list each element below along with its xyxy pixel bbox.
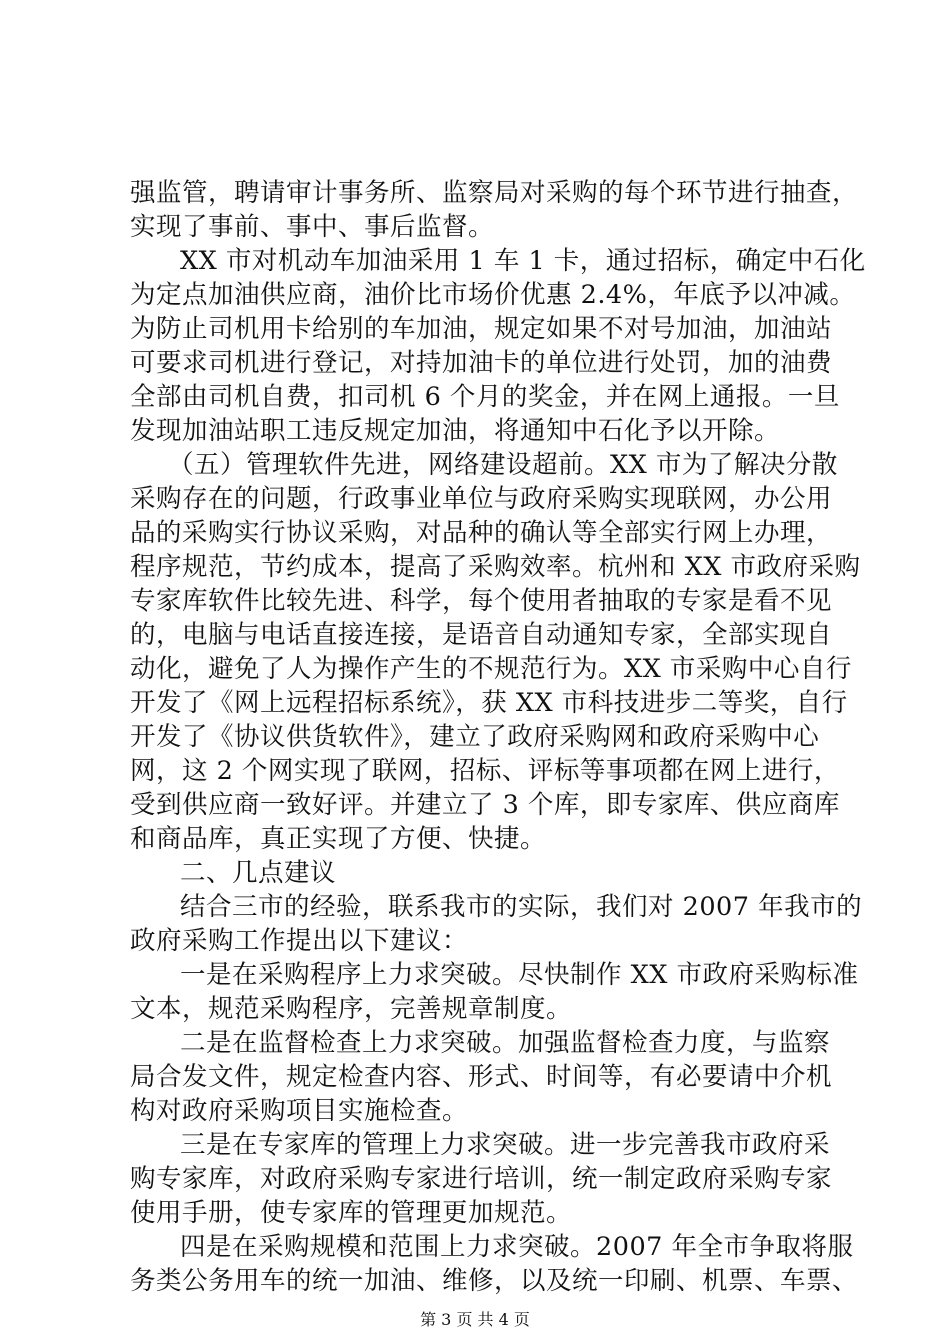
text-line: 发现加油站职工违反规定加油，将通知中石化予以开除。 bbox=[130, 416, 781, 446]
text-line: 的，电脑与电话直接连接，是语音自动通知专家，全部实现自 bbox=[130, 620, 833, 650]
text-line: 政府采购工作提出以下建议： bbox=[130, 926, 469, 956]
text-line: 网，这 2 个网实现了联网，招标、评标等事项都在网上进行， bbox=[130, 756, 840, 786]
text-line: 强监管，聘请审计事务所、监察局对采购的每个环节进行抽查， bbox=[130, 178, 859, 208]
text-line: 务类公务用车的统一加油、维修，以及统一印刷、机票、车票、 bbox=[130, 1266, 859, 1296]
text-line: 为防止司机用卡给别的车加油，规定如果不对号加油，加油站 bbox=[130, 314, 833, 344]
text-line: 开发了《网上远程招标系统》，获 XX 市科技进步二等奖，自行 bbox=[130, 688, 848, 718]
text-line: 采购存在的问题，行政事业单位与政府采购实现联网，办公用 bbox=[130, 484, 833, 514]
text-line: XX 市对机动车加油采用 1 车 1 卡，通过招标，确定中石化 bbox=[180, 246, 866, 276]
text-line: （五）管理软件先进，网络建设超前。XX 市为了解决分散 bbox=[168, 450, 838, 480]
text-line: 和商品库，真正实现了方便、快捷。 bbox=[130, 824, 547, 854]
text-line: 购专家库，对政府采购专家进行培训，统一制定政府采购专家 bbox=[130, 1164, 833, 1194]
text-line: 全部由司机自费，扣司机 6 个月的奖金，并在网上通报。一旦 bbox=[130, 382, 840, 412]
text-line: 四是在采购规模和范围上力求突破。2007 年全市争取将服 bbox=[180, 1232, 854, 1262]
text-line: 使用手册，使专家库的管理更加规范。 bbox=[130, 1198, 573, 1228]
text-line: 文本，规范采购程序，完善规章制度。 bbox=[130, 994, 573, 1024]
text-line: 二是在监督检查上力求突破。加强监督检查力度，与监察 bbox=[180, 1028, 831, 1058]
text-line: 开发了《协议供货软件》，建立了政府采购网和政府采购中心 bbox=[130, 722, 820, 752]
text-line: 实现了事前、事中、事后监督。 bbox=[130, 212, 495, 242]
text-line: 程序规范，节约成本，提高了采购效率。杭州和 XX 市政府采购 bbox=[130, 552, 861, 582]
text-line: 动化，避免了人为操作产生的不规范行为。XX 市采购中心自行 bbox=[130, 654, 852, 684]
text-line: 一是在采购程序上力求突破。尽快制作 XX 市政府采购标准 bbox=[180, 960, 859, 990]
text-line: 局合发文件，规定检查内容、形式、时间等，有必要请中介机 bbox=[130, 1062, 833, 1092]
text-line: 三是在专家库的管理上力求突破。进一步完善我市政府采 bbox=[180, 1130, 831, 1160]
text-line: 受到供应商一致好评。并建立了 3 个库，即专家库、供应商库 bbox=[130, 790, 840, 820]
section-heading: 二、几点建议 bbox=[180, 858, 337, 888]
text-line: 为定点加油供应商，油价比市场价优惠 2.4%，年底予以冲减。 bbox=[130, 280, 856, 310]
text-line: 可要求司机进行登记，对持加油卡的单位进行处罚，加的油费 bbox=[130, 348, 833, 378]
text-line: 专家库软件比较先进、科学，每个使用者抽取的专家是看不见 bbox=[130, 586, 833, 616]
text-line: 构对政府采购项目实施检查。 bbox=[130, 1096, 469, 1126]
page-footer: 第 3 页 共 4 页 bbox=[420, 1310, 530, 1329]
text-line: 品的采购实行协议采购，对品种的确认等全部实行网上办理， bbox=[130, 518, 833, 548]
text-line: 结合三市的经验，联系我市的实际，我们对 2007 年我市的 bbox=[180, 892, 863, 922]
